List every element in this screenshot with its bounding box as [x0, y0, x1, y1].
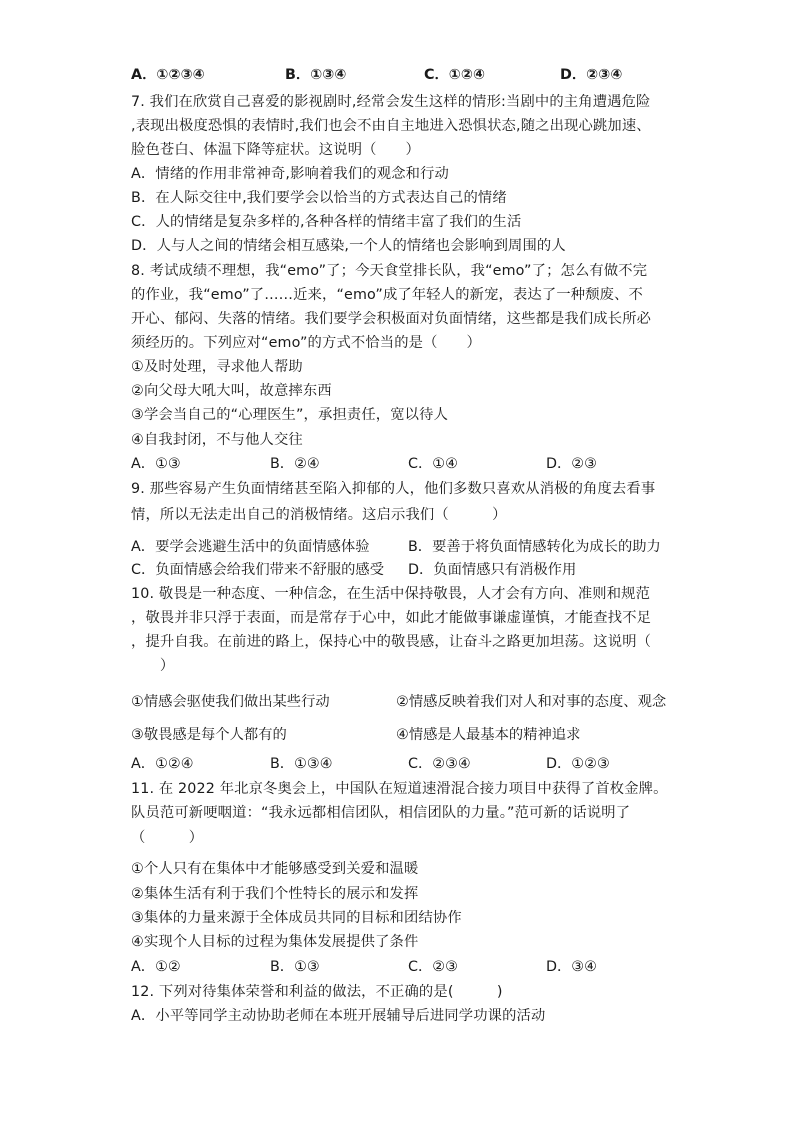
q11-stem-line: （ ） — [131, 830, 204, 846]
option-d: D．②③④ — [560, 67, 623, 83]
q8-item-3: ③学会当自己的“心理医生”，承担责任，宽以待人 — [131, 407, 449, 423]
q8-option-a: A．①③ — [131, 456, 181, 472]
q11-item-4: ④实现个人目标的过程为集体发展提供了条件 — [131, 934, 419, 950]
q12-option-a: A．小平等同学主动协助老师在本班开展辅导后进同学功课的活动 — [131, 1008, 546, 1024]
q9-stem-line: 情，所以无法走出自己的消极情绪。这启示我们（ ） — [131, 507, 507, 523]
q7-option-c: C．人的情绪是复杂多样的,各种各样的情绪丰富了我们的生活 — [131, 214, 522, 230]
q8-stem-line: 的作业，我“emo”了……近来，“emo”成了年轻人的新宠，表达了一种颓废、不 — [131, 287, 644, 303]
q8-option-d: D．②③ — [546, 456, 597, 472]
q8-stem-line: 须经历的。下列应对“emo”的方式不恰当的是（ ） — [131, 335, 481, 351]
q11-item-3: ③集体的力量来源于全体成员共同的目标和团结协作 — [131, 910, 462, 926]
q10-option-a: A．①②④ — [131, 756, 194, 772]
q7-stem-line: ,表现出极度恐惧的表情时,我们也会不由自主地进入恐惧状态,随之出现心跳加速、 — [131, 118, 651, 134]
q11-item-2: ②集体生活有利于我们个性特长的展示和发挥 — [131, 886, 419, 902]
q9-option-c: C．负面情感会给我们带来不舒服的感受 — [131, 562, 385, 578]
q7-option-b: B．在人际交往中,我们要学会以恰当的方式表达自己的情绪 — [131, 190, 507, 206]
q10-item-3: ③敬畏感是每个人都有的 — [131, 727, 287, 743]
q7-option-a: A．情绪的作用非常神奇,影响着我们的观念和行动 — [131, 166, 450, 182]
option-b: B．①③④ — [285, 67, 347, 83]
q10-option-d: D．①②③ — [546, 756, 610, 772]
q12-stem: 12. 下列对待集体荣誉和利益的做法，不正确的是( ) — [131, 984, 503, 1000]
q8-option-c: C．①④ — [408, 456, 458, 472]
q9-option-a: A．要学会逃避生活中的负面情感体验 — [131, 539, 370, 555]
q8-stem-line: 开心、郁闷、失落的情绪。我们要学会积极面对负面情绪，这些都是我们成长所必 — [131, 311, 652, 327]
q10-stem-line: ，敬畏并非只浮于表面，而是常存于心中，如此才能做事谦虚谨慎，才能查找不足 — [131, 610, 652, 626]
q10-stem-line: ） — [131, 658, 175, 674]
q7-stem-line: 7. 我们在欣赏自己喜爱的影视剧时,经常会发生这样的情形:当剧中的主角遭遇危险 — [131, 94, 651, 110]
q7-stem-line: 脸色苍白、体温下降等症状。这说明（ ） — [131, 142, 420, 158]
q9-stem-line: 9. 那些容易产生负面情绪甚至陷入抑郁的人，他们多数只喜欢从消极的角度去看事 — [131, 481, 656, 497]
q8-stem-line: 8. 考试成绩不理想，我“emo”了；今天食堂排长队，我“emo”了；怎么有做不完 — [131, 263, 648, 279]
q11-option-a: A．①② — [131, 959, 181, 975]
q10-option-c: C．②③④ — [408, 756, 471, 772]
q7-option-d: D．人与人之间的情绪会相互感染,一个人的情绪也会影响到周围的人 — [131, 238, 566, 254]
q8-item-4: ④自我封闭，不与他人交往 — [131, 432, 303, 448]
q10-stem-line: 10. 敬畏是一种态度、一种信念，在生活中保持敬畏，人才会有方向、准则和规范 — [131, 586, 651, 602]
q10-item-1: ①情感会驱使我们做出某些行动 — [131, 694, 330, 710]
q8-option-b: B．②④ — [270, 456, 320, 472]
q11-option-b: B．①③ — [270, 959, 320, 975]
option-c: C．①②④ — [424, 67, 486, 83]
option-a: A．①②③④ — [131, 67, 205, 83]
q10-item-4: ④情感是人最基本的精神追求 — [396, 727, 581, 743]
q9-option-d: D．负面情感只有消极作用 — [408, 562, 577, 578]
q8-item-1: ①及时处理，寻求他人帮助 — [131, 359, 303, 375]
q11-stem-line: 队员范可新哽咽道：“我永远都相信团队，相信团队的力量。”范可新的话说明了 — [131, 805, 631, 821]
q8-item-2: ②向父母大吼大叫，故意摔东西 — [131, 383, 332, 399]
q10-item-2: ②情感反映着我们对人和对事的态度、观念 — [396, 694, 667, 710]
q11-item-1: ①个人只有在集体中才能够感受到关爱和温暖 — [131, 861, 419, 877]
q10-stem-line: ，提升自我。在前进的路上，保持心中的敬畏感，让奋斗之路更加坦荡。这说明（ — [131, 634, 652, 650]
q11-option-d: D．③④ — [546, 959, 597, 975]
q11-option-c: C．②③ — [408, 959, 458, 975]
q9-option-b: B．要善于将负面情感转化为成长的助力 — [408, 539, 661, 555]
q11-stem-line: 11. 在 2022 年北京冬奥会上，中国队在短道速滑混合接力项目中获得了首枚金牌。 — [131, 781, 668, 797]
q10-option-b: B．①③④ — [270, 756, 333, 772]
